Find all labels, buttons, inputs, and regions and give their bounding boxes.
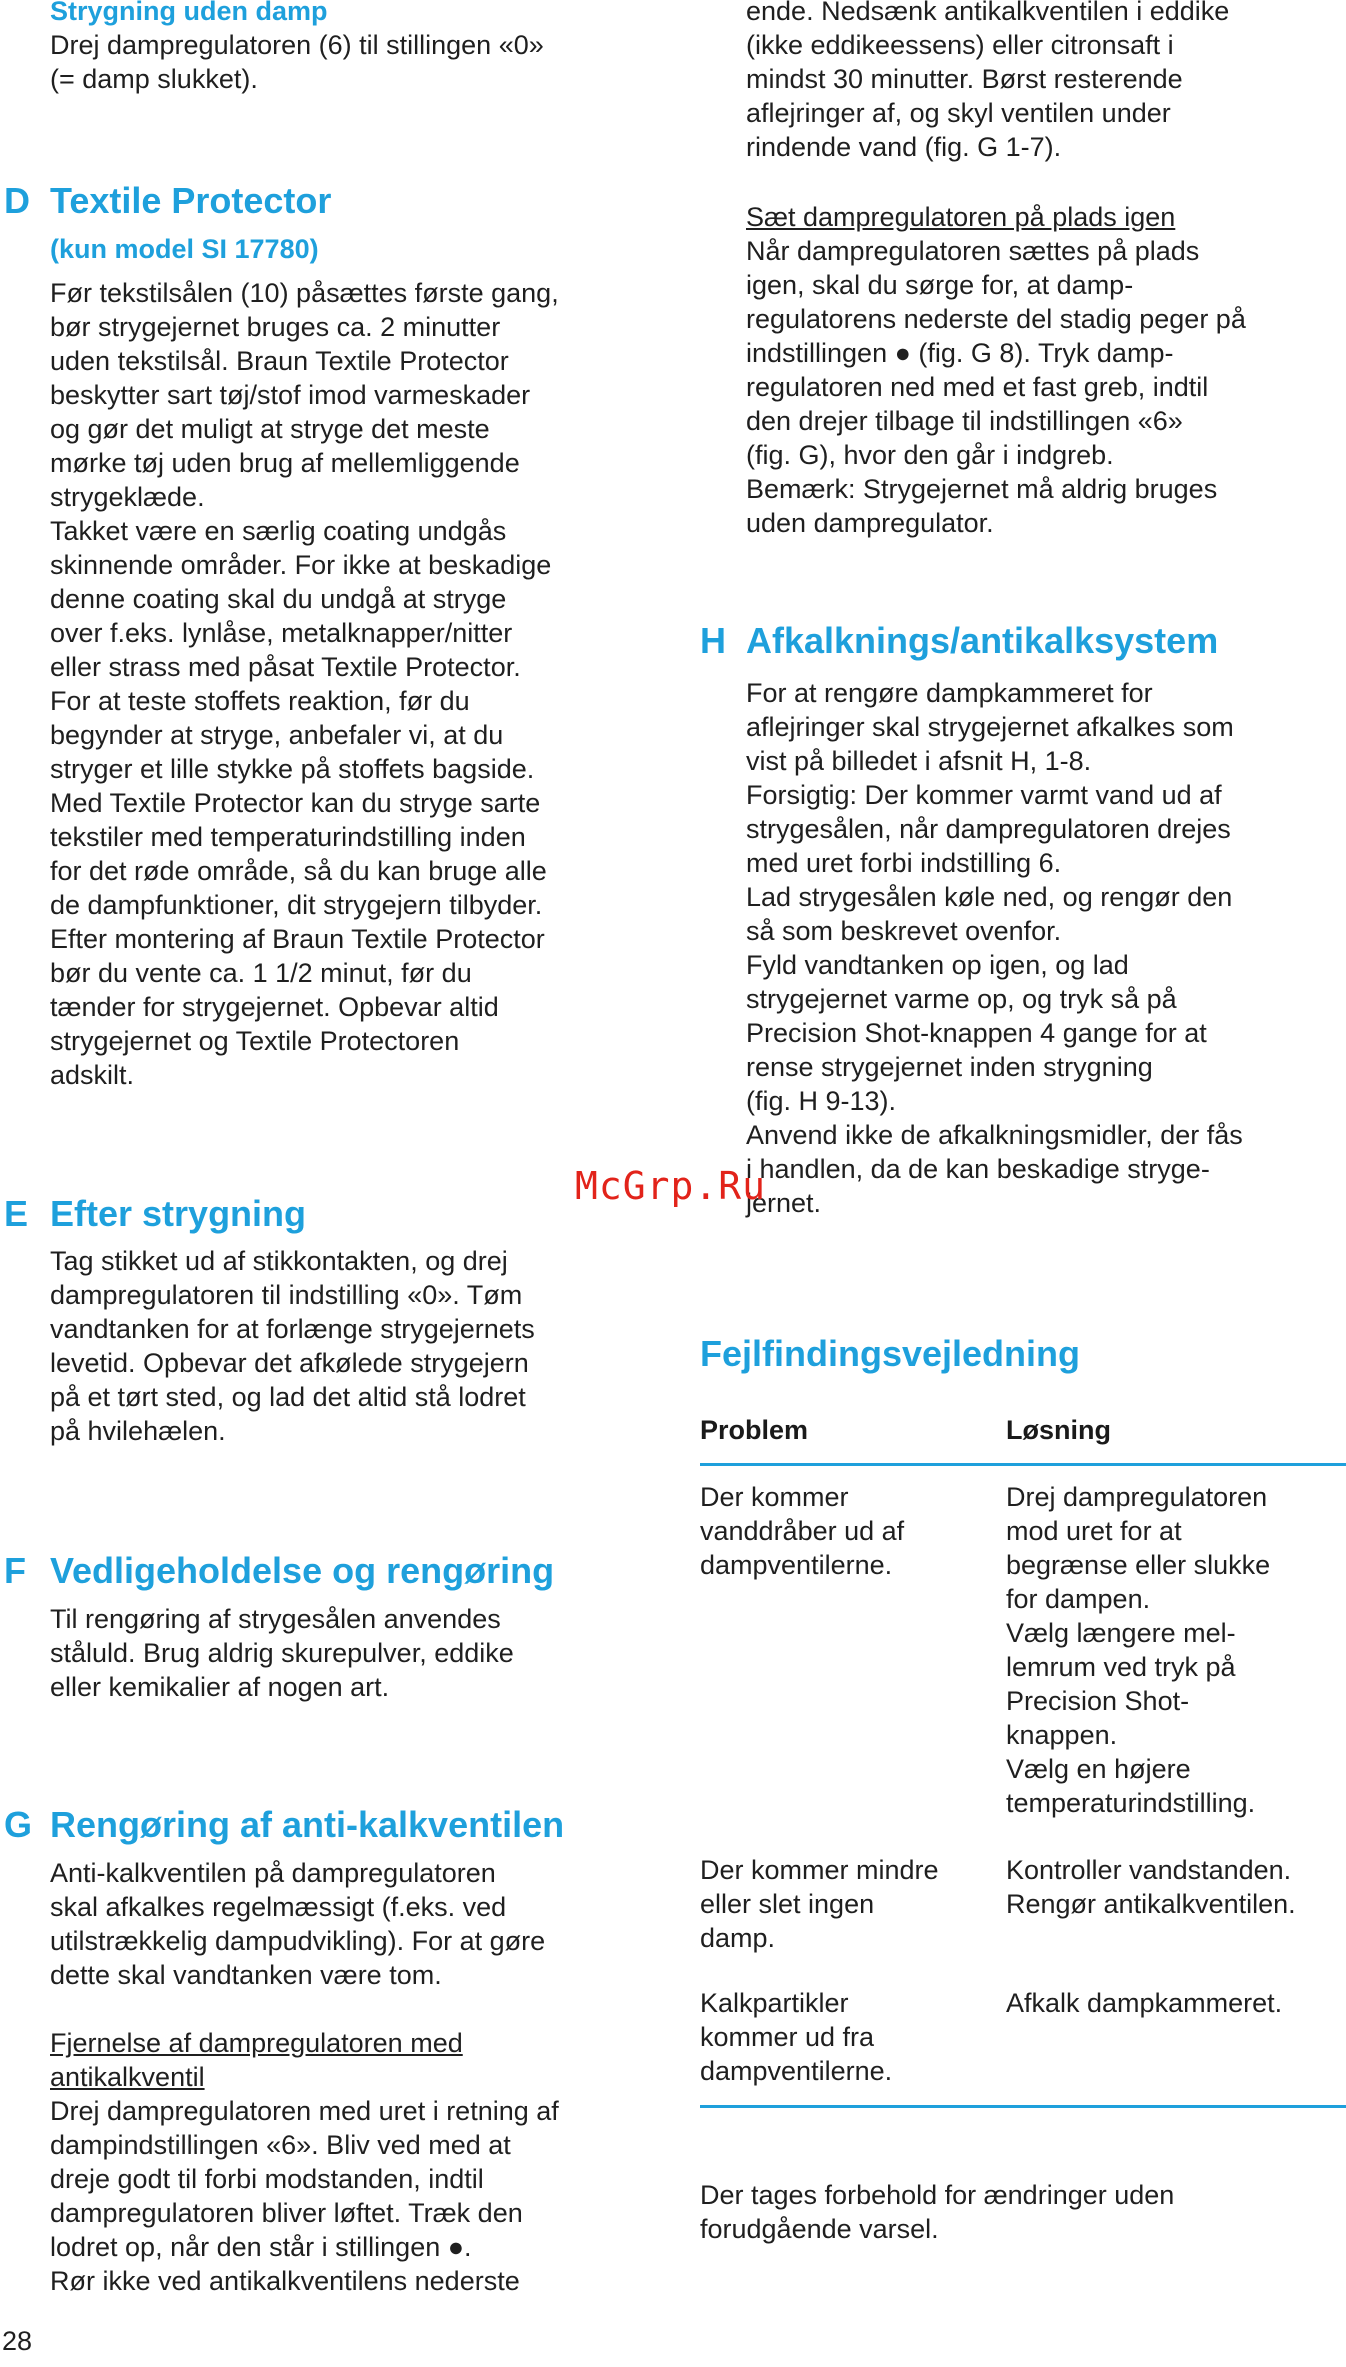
section-title-descaling: Afkalknings/antikalksystem bbox=[746, 620, 1219, 661]
refit-regulator-subtitle: Sæt dampregulatoren på plads igen bbox=[746, 202, 1176, 232]
page-number: 28 bbox=[2, 2326, 33, 2356]
table-cell-problem: Der kommer vanddråber ud af dampventilerne. bbox=[700, 1482, 905, 1580]
remove-regulator-subtitle: Fjernelse af dampregulatoren med antikalkventil bbox=[50, 2028, 463, 2092]
textile-protector-subtitle: (kun model SI 17780) bbox=[50, 234, 319, 264]
steam-off-text: Drej dampregulatoren (6) til stillingen «0» (= damp slukket). bbox=[50, 30, 544, 94]
table-bottom-rule bbox=[700, 2105, 1346, 2108]
table-cell-problem: Kalkpartikler kommer ud fra dampventilerne. bbox=[700, 1988, 893, 2086]
troubleshooting-title: Fejlfindingsvejledning bbox=[700, 1333, 1081, 1374]
troubleshooting-footnote: Der tages forbehold for ændringer uden forudgående varsel. bbox=[700, 2180, 1175, 2244]
section-title-after-ironing: Efter strygning bbox=[50, 1193, 307, 1234]
section-title-maintenance: Vedligeholdelse og rengøring bbox=[50, 1550, 555, 1591]
remove-regulator-text: Drej dampregulatoren med uret i retning af dampindstillingen «6». Bliv ved med at dreje godt til forbi modstanden, indtil dampregulatoren bliver løftet. Træk den lodret op, når den står i stillingen ●. Rør ikke ved antikalkventilens nederste bbox=[50, 2096, 559, 2296]
table-cell-solution: Drej dampregulatoren mod uret for at begrænse eller slukke for dampen. Vælg længere mel- lemrum ved tryk på Precision Shot- knappen. Vælg en højere temperaturindstilling. bbox=[1006, 1482, 1271, 1818]
textile-protector-text: Før tekstilsålen (10) påsættes første gang, bør strygejernet bruges ca. 2 minutter uden tekstilsål. Braun Textile Protector beskytter sart tøj/stof imod varmeskader og gør det muligt at stryge det meste mørke tøj uden brug af mellemliggende strygeklæde. Takket være en særlig coating undgås skinnende områder. For ikke at beskadige denne coating skal du undgå at stryge over f.eks. lynlåse, metalknapper/nitter eller strass med påsat Textile Protector. For at teste stoffets reaktion, før du begynder at stryge, anbefaler vi, at du stryger et lille stykke på stoffets bagside. Med Textile Protector kan du stryge sarte tekstiler med temperaturindstilling inden for det røde område, så du kan bruge alle de dampfunktioner, dit strygejern tilbyder. Efter montering af Braun Textile Protector bør du vente ca. 1 1/2 minut, før du tænder for strygejernet. Opbevar altid strygejernet og Textile Protectoren adskilt. bbox=[50, 278, 559, 1090]
refit-regulator-text: Når dampregulatoren sættes på plads igen, skal du sørge for, at damp- regulatorens nederste del stadig peger på indstillingen ● (fig. G 8). Tryk damp- regulatoren ned med et fast greb, indtil den drejer tilbage til indstillingen «6» (fig. G), hvor den går i indgreb. Bemærk: Strygejernet må aldrig bruges uden dampregulator. bbox=[746, 236, 1246, 538]
section-letter-e: E bbox=[4, 1193, 29, 1234]
anti-calc-valve-text: Anti-kalkventilen på dampregulatoren skal afkalkes regelmæssigt (f.eks. ved utilstrækkelig dampudvikling). For at gøre dette skal vandtanken være tom. bbox=[50, 1858, 546, 1990]
section-title-textile-protector: Textile Protector bbox=[50, 180, 332, 221]
section-letter-d: D bbox=[4, 180, 30, 221]
table-cell-problem: Der kommer mindre eller slet ingen damp. bbox=[700, 1855, 939, 1953]
maintenance-text: Til rengøring af strygesålen anvendes ståluld. Brug aldrig skurepulver, eddike eller kemikalier af nogen art. bbox=[50, 1604, 514, 1702]
table-cell-solution: Kontroller vandstanden. Rengør antikalkventilen. bbox=[1006, 1855, 1296, 1919]
anti-calc-valve-text-continued: ende. Nedsænk antikalkventilen i eddike (ikke eddikeessens) eller citronsaft i mindst 30 minutter. Børst resterende aflejringer af, og skyl ventilen under rindende vand (fig. G 1-7). bbox=[746, 0, 1230, 162]
table-header-solution: Løsning bbox=[1006, 1415, 1111, 1445]
section-title-anti-calc-valve: Rengøring af anti-kalkventilen bbox=[50, 1804, 565, 1845]
section-letter-h: H bbox=[700, 620, 726, 661]
descaling-text: For at rengøre dampkammeret for aflejringer skal strygejernet afkalkes som vist på billedet i afsnit H, 1-8. Forsigtig: Der kommer varmt vand ud af strygesålen, når dampregulatoren drejes med uret forbi indstilling 6. Lad strygesålen køle ned, og rengør den så som beskrevet ovenfor. Fyld vandtanken op igen, og lad strygejernet varme op, og tryk så på Precision Shot-knappen 4 gange for at rense strygejernet inden strygning (fig. H 9-13). Anvend ikke de afkalkningsmidler, der fås i handlen, da de kan beskadige stryge- jernet. bbox=[746, 678, 1243, 1218]
table-cell-solution: Afkalk dampkammeret. bbox=[1006, 1988, 1283, 2018]
after-ironing-text: Tag stikket ud af stikkontakten, og drej dampregulatoren til indstilling «0». Tøm vandtanken for at forlænge strygejernets levetid. Opbevar det afkølede strygejern på et tørt sted, og lad det altid stå lodret på hvilehælen. bbox=[50, 1246, 535, 1446]
table-header-problem: Problem bbox=[700, 1415, 809, 1445]
watermark: McGrp.Ru bbox=[575, 1164, 767, 1208]
steam-off-subtitle: Strygning uden damp bbox=[50, 0, 328, 26]
section-letter-g: G bbox=[4, 1804, 33, 1845]
section-letter-f: F bbox=[4, 1550, 26, 1591]
table-header-rule bbox=[700, 1463, 1346, 1466]
